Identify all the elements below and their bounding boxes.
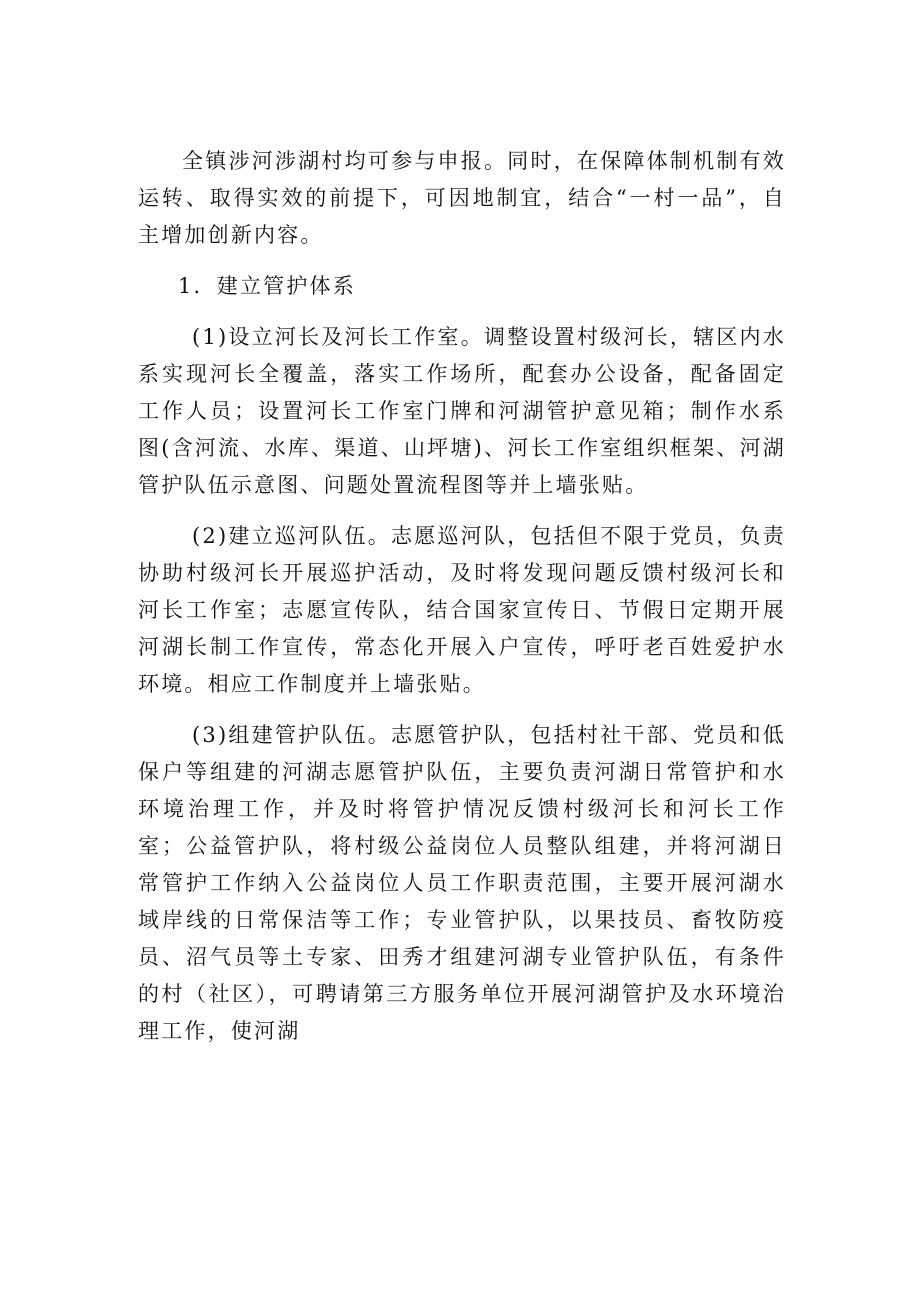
paragraph-item-3: (3)组建管护队伍。志愿管护队，包括村社干部、党员和低保户等组建的河湖志愿管护队伍，主要负责河湖日常管护和水环境治理工作，并及时将管护情况反馈村级河长和河长工作室；公益管护队，将村级公益岗位人员整队组建，并将河湖日常管护工作纳入公益岗位人员工作职责范围，主要开展河湖水域岸线的日常保洁等工作；专业管护队，以果技员、畜牧防疫员、沼气员等土专家、田秀才组建河湖专业管护队伍，有条件的村（社区），可聘请第三方服务单位开展河湖管护及水环境治理工作，使河湖 (138, 723, 786, 1043)
paragraph-item-2: (2)建立巡河队伍。志愿巡河队，包括但不限于党员，负责协助村级河长开展巡护活动，及时将发现问题反馈村级河长和河长工作室；志愿宣传队，结合国家宣传日、节假日定期开展河湖长制工作宣传，常态化开展入户宣传，呼吁老百姓爱护水环境。相应工作制度并上墙张贴。 (138, 524, 786, 696)
paragraph-intro: 全镇涉河涉湖村均可参与申报。同时，在保障体制机制有效运转、取得实效的前提下，可因地制宜，结合“一村一品”，自主增加创新内容。 (138, 149, 786, 247)
section-heading-1: 1．建立管护体系 (178, 274, 356, 298)
document-body (138, 143, 786, 1050)
paragraph-item-1: (1)设立河长及河长工作室。调整设置村级河长，辖区内水系实现河长全覆盖，落实工作场所，配套办公设备，配备固定工作人员；设置河长工作室门牌和河湖管护意见箱；制作水系图(含河流、水库、渠道、山坪塘)、河长工作室组织框架、河湖管护队伍示意图、问题处置流程图等并上墙张贴。 (138, 325, 786, 497)
